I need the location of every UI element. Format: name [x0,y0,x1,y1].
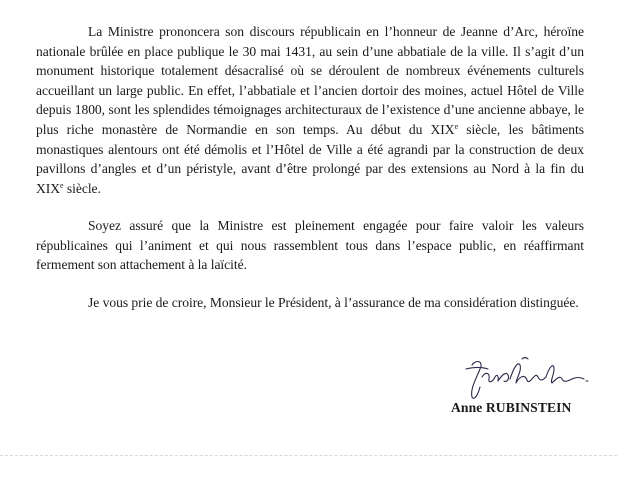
closing-paragraph: Je vous prie de croire, Monsieur le Président, à l’assurance de ma considération distinguée. [88,295,579,310]
body-paragraph-2: Soyez assuré que la Ministre est pleinement engagée pour faire valoir les valeurs républicaines qui l’animent et qui nous rassemblent tous dans l’espace public, en réaffirmant fermement son attachement à la laïcité. [36,218,584,273]
body-paragraph-1 [36,22,584,198]
page-edge-divider [0,455,617,457]
handwritten-signature-icon [462,355,592,401]
signer-name: Anne RUBINSTEIN [451,400,572,415]
superscript-e-2: e [60,180,64,190]
paragraph-1-text-b: siècle, les bâtiments monastiques alentours ont été démolis et l’Hôtel de Ville a été agrandi par la construction de deux pavillons d’angles et d’un péristyle, avant d’être prolongé par des extensions au Nord à la fin du XIX [36,121,584,196]
superscript-e-1: e [454,121,459,131]
paragraph-1-text-c: siècle. [63,180,101,196]
paragraph-1-text-a: La Ministre prononcera son discours républicain en l’honneur de Jeanne d’Arc, héroïne nationale brûlée en place publique le 30 mai 1431, au sein d’une abbatiale de la ville. Il s’agit d’un monument historique totalement désacralisé où se déroulent de nombreux événements culturels accueillant un large public. En effet, l’abbatiale et l’ancien dortoir des moines, actuel Hôtel de Ville depuis 1800, sont les splendides témoignages architecturaux de l’existence d’une ancienne abbaye, le plus riche monastère de Normandie en son temps. Au début du XIX [36,24,584,137]
